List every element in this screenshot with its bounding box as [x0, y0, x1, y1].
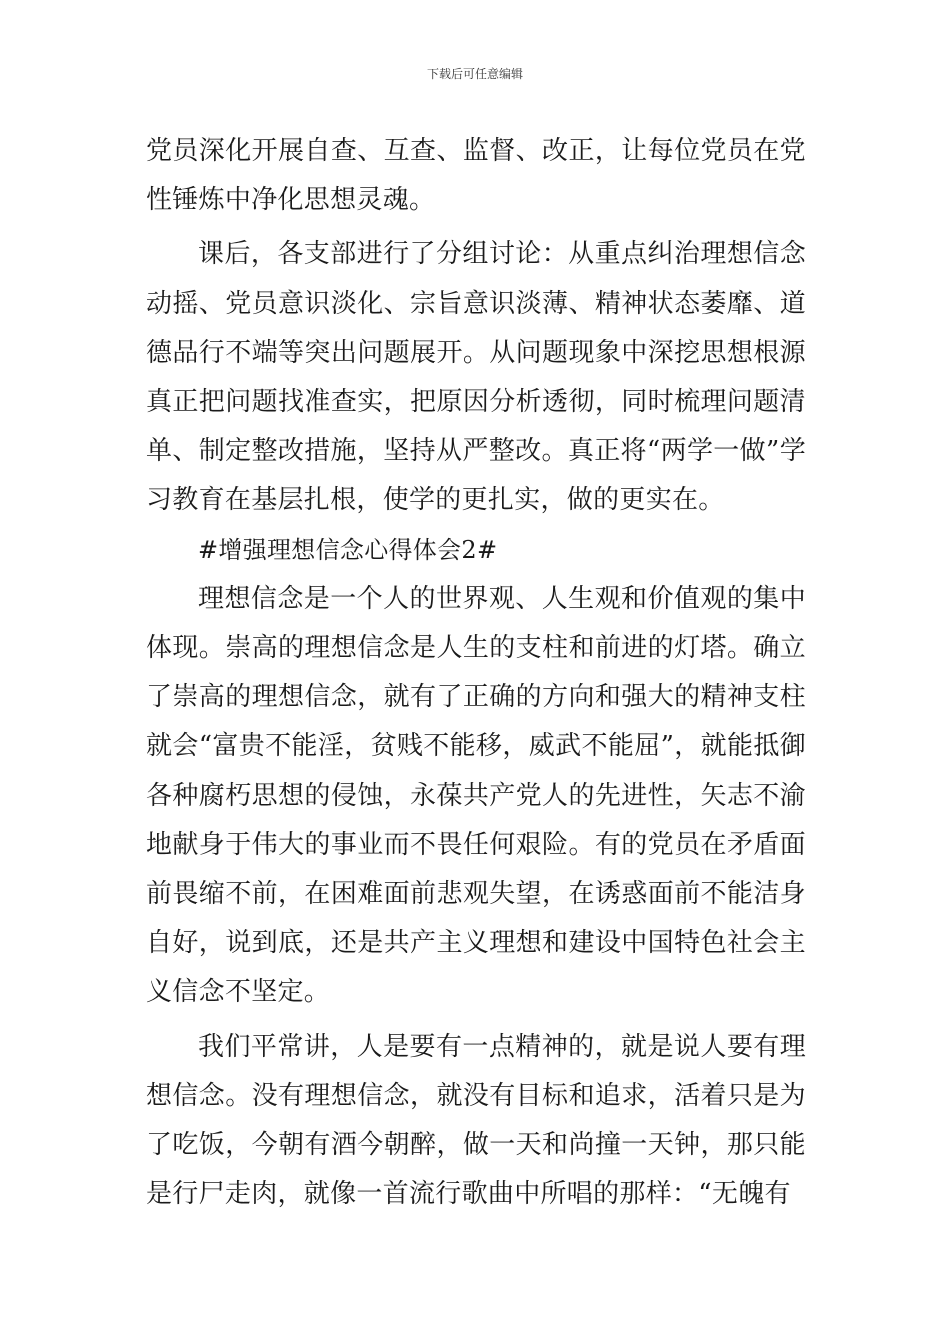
document-body — [146, 127, 806, 1219]
paragraph-continued: 党员深化开展自查、互查、监督、改正，让每位党员在党性锤炼中净化思想灵魂。 — [146, 136, 806, 216]
section-heading: #增强理想信念心得体会2# — [198, 535, 498, 564]
paragraph-ideals: 理想信念是一个人的世界观、人生观和价值观的集中体现。崇高的理想信念是人生的支柱和前进的灯塔。确立了崇高的理想信念，就有了正确的方向和强大的精神支柱就会“富贵不能淫，贫贱不能移，威武不能屈”，就能抵御各种腐朽思想的侵蚀，永葆共产党人的先进性，矢志不渝地献身于伟大的事业而不畏任何艰险。有的党员在矛盾面前畏缩不前，在困难面前悲观失望，在诱惑面前不能洁身自好，说到底，还是共产主义理想和建设中国特色社会主义信念不坚定。 — [146, 583, 806, 1008]
paragraph-spirit: 我们平常讲，人是要有一点精神的，就是说人要有理想信念。没有理想信念，就没有目标和追求，活着只是为了吃饭，今朝有酒今朝醉，做一天和尚撞一天钟，那只能是行尸走肉，就像一首流行歌曲中所唱的那样：“无魄有 — [146, 1031, 806, 1210]
paragraph-discussion: 课后，各支部进行了分组讨论：从重点纠治理想信念动摇、党员意识淡化、宗旨意识淡薄、精神状态萎靡、道德品行不端等突出问题展开。从问题现象中深挖思想根源真正把问题找准查实，把原因分析透彻，同时梳理问题清单、制定整改措施，坚持从严整改。真正将“两学一做”学习教育在基层扎根，使学的更扎实，做的更实在。 — [146, 239, 806, 516]
page-header: 下载后可任意编辑 — [426, 67, 523, 81]
